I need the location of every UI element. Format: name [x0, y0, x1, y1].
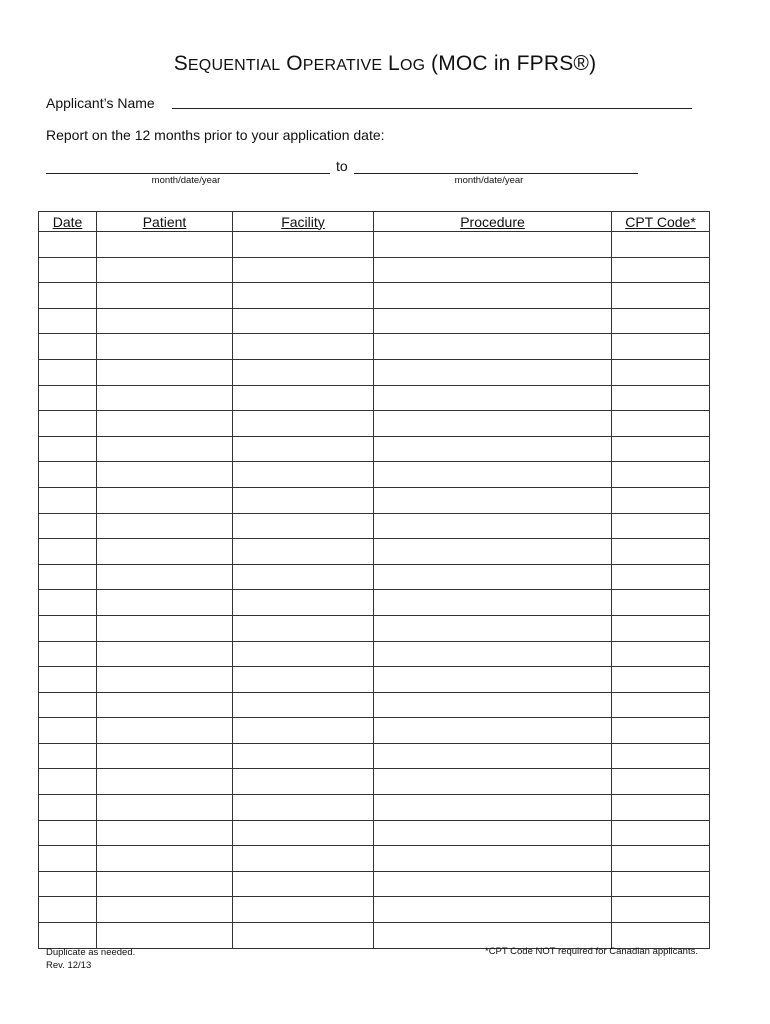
- cell-procedure[interactable]: [374, 692, 612, 718]
- cell-date[interactable]: [39, 385, 97, 411]
- table-row: [39, 283, 710, 309]
- cell-cpt-code[interactable]: [612, 615, 710, 641]
- cell-procedure[interactable]: [374, 795, 612, 821]
- cell-facility[interactable]: [233, 692, 374, 718]
- table-row: [39, 718, 710, 744]
- cell-patient[interactable]: [97, 436, 233, 462]
- cell-facility[interactable]: [233, 539, 374, 565]
- cell-facility[interactable]: [233, 641, 374, 667]
- cell-cpt-code[interactable]: [612, 359, 710, 385]
- cell-procedure[interactable]: [374, 897, 612, 923]
- table-row: [39, 385, 710, 411]
- table-row: [39, 923, 710, 949]
- cell-procedure[interactable]: [374, 232, 612, 258]
- cell-date[interactable]: [39, 820, 97, 846]
- cell-patient[interactable]: [97, 232, 233, 258]
- cell-patient[interactable]: [97, 359, 233, 385]
- cell-date[interactable]: [39, 743, 97, 769]
- cell-date[interactable]: [39, 590, 97, 616]
- cell-cpt-code[interactable]: [612, 283, 710, 309]
- cell-facility[interactable]: [233, 385, 374, 411]
- table-row: [39, 539, 710, 565]
- cell-date[interactable]: [39, 411, 97, 437]
- cell-patient[interactable]: [97, 897, 233, 923]
- cell-date[interactable]: [39, 615, 97, 641]
- cell-procedure[interactable]: [374, 871, 612, 897]
- cell-cpt-code[interactable]: [612, 667, 710, 693]
- cell-procedure[interactable]: [374, 257, 612, 283]
- cell-cpt-code[interactable]: [612, 897, 710, 923]
- table-body: [39, 232, 710, 949]
- cell-procedure[interactable]: [374, 564, 612, 590]
- cell-procedure[interactable]: [374, 283, 612, 309]
- cell-procedure[interactable]: [374, 462, 612, 488]
- cell-cpt-code[interactable]: [612, 641, 710, 667]
- table-row: [39, 692, 710, 718]
- table-row: [39, 795, 710, 821]
- cell-cpt-code[interactable]: [612, 436, 710, 462]
- cell-cpt-code[interactable]: [612, 334, 710, 360]
- cell-patient[interactable]: [97, 487, 233, 513]
- table-row: [39, 871, 710, 897]
- table-row: [39, 359, 710, 385]
- end-date-hint: month/date/year: [454, 175, 524, 186]
- form-title: SEQUENTIAL OPERATIVE LOG (MOC in FPRS®): [173, 52, 597, 75]
- cell-procedure[interactable]: [374, 385, 612, 411]
- cell-cpt-code[interactable]: [612, 257, 710, 283]
- cell-cpt-code[interactable]: [612, 846, 710, 872]
- table-row: [39, 462, 710, 488]
- cell-date[interactable]: [39, 487, 97, 513]
- cell-cpt-code[interactable]: [612, 232, 710, 258]
- cell-date[interactable]: [39, 564, 97, 590]
- table-row: [39, 769, 710, 795]
- table-row: [39, 846, 710, 872]
- cell-patient[interactable]: [97, 513, 233, 539]
- cell-patient[interactable]: [97, 615, 233, 641]
- cell-facility[interactable]: [233, 923, 374, 949]
- cell-patient[interactable]: [97, 539, 233, 565]
- cell-patient[interactable]: [97, 411, 233, 437]
- table-row: [39, 513, 710, 539]
- cell-patient[interactable]: [97, 257, 233, 283]
- cell-facility[interactable]: [233, 769, 374, 795]
- cell-patient[interactable]: [97, 795, 233, 821]
- cell-facility[interactable]: [233, 590, 374, 616]
- cell-cpt-code[interactable]: [612, 820, 710, 846]
- cell-date[interactable]: [39, 769, 97, 795]
- table-row: [39, 334, 710, 360]
- table-row: [39, 615, 710, 641]
- cell-patient[interactable]: [97, 462, 233, 488]
- cell-date[interactable]: [39, 718, 97, 744]
- cell-procedure[interactable]: [374, 923, 612, 949]
- cell-facility[interactable]: [233, 334, 374, 360]
- cell-patient[interactable]: [97, 385, 233, 411]
- cell-procedure[interactable]: [374, 718, 612, 744]
- cell-patient[interactable]: [97, 923, 233, 949]
- operative-log-table: [38, 211, 710, 949]
- cell-facility[interactable]: [233, 513, 374, 539]
- cell-patient[interactable]: [97, 743, 233, 769]
- start-date-hint: month/date/year: [151, 175, 221, 186]
- cell-patient[interactable]: [97, 718, 233, 744]
- start-date-field[interactable]: [46, 173, 330, 174]
- cell-date[interactable]: [39, 334, 97, 360]
- cell-cpt-code[interactable]: [612, 564, 710, 590]
- header-procedure: Procedure: [374, 212, 612, 232]
- cell-date[interactable]: [39, 462, 97, 488]
- header-date: Date: [39, 212, 97, 232]
- cell-date[interactable]: [39, 513, 97, 539]
- cell-facility[interactable]: [233, 743, 374, 769]
- cell-date[interactable]: [39, 692, 97, 718]
- cell-procedure[interactable]: [374, 769, 612, 795]
- cell-date[interactable]: [39, 795, 97, 821]
- cell-facility[interactable]: [233, 487, 374, 513]
- cell-date[interactable]: [39, 846, 97, 872]
- cell-patient[interactable]: [97, 590, 233, 616]
- cell-cpt-code[interactable]: [612, 385, 710, 411]
- table-row: [39, 308, 710, 334]
- cell-date[interactable]: [39, 923, 97, 949]
- cell-procedure[interactable]: [374, 334, 612, 360]
- cell-procedure[interactable]: [374, 539, 612, 565]
- cell-patient[interactable]: [97, 564, 233, 590]
- cell-facility[interactable]: [233, 257, 374, 283]
- cell-facility[interactable]: [233, 436, 374, 462]
- header-facility: Facility: [233, 212, 374, 232]
- cell-facility[interactable]: [233, 718, 374, 744]
- cell-patient[interactable]: [97, 846, 233, 872]
- cell-facility[interactable]: [233, 564, 374, 590]
- cell-facility[interactable]: [233, 820, 374, 846]
- cell-date[interactable]: [39, 897, 97, 923]
- cell-facility[interactable]: [233, 232, 374, 258]
- cell-cpt-code[interactable]: [612, 411, 710, 437]
- cell-procedure[interactable]: [374, 667, 612, 693]
- table-row: [39, 743, 710, 769]
- cell-date[interactable]: [39, 641, 97, 667]
- cell-patient[interactable]: [97, 308, 233, 334]
- cell-procedure[interactable]: [374, 820, 612, 846]
- cell-cpt-code[interactable]: [612, 871, 710, 897]
- table-row: [39, 820, 710, 846]
- cell-date[interactable]: [39, 283, 97, 309]
- cell-date[interactable]: [39, 257, 97, 283]
- cell-cpt-code[interactable]: [612, 769, 710, 795]
- cell-facility[interactable]: [233, 411, 374, 437]
- cell-facility[interactable]: [233, 615, 374, 641]
- cell-date[interactable]: [39, 871, 97, 897]
- cell-facility[interactable]: [233, 283, 374, 309]
- cell-date[interactable]: [39, 232, 97, 258]
- cell-facility[interactable]: [233, 897, 374, 923]
- table-row: [39, 667, 710, 693]
- cpt-footnote: *CPT Code NOT required for Canadian applicants.: [485, 946, 698, 957]
- cell-facility[interactable]: [233, 462, 374, 488]
- table-header-row: [39, 212, 710, 232]
- cell-patient[interactable]: [97, 692, 233, 718]
- cell-cpt-code[interactable]: [612, 513, 710, 539]
- cell-patient[interactable]: [97, 820, 233, 846]
- to-label: to: [336, 158, 348, 174]
- cell-patient[interactable]: [97, 871, 233, 897]
- cell-facility[interactable]: [233, 871, 374, 897]
- cell-date[interactable]: [39, 436, 97, 462]
- cell-patient[interactable]: [97, 334, 233, 360]
- cell-cpt-code[interactable]: [612, 795, 710, 821]
- cell-procedure[interactable]: [374, 308, 612, 334]
- cell-cpt-code[interactable]: [612, 923, 710, 949]
- cell-patient[interactable]: [97, 769, 233, 795]
- cell-procedure[interactable]: [374, 411, 612, 437]
- applicant-name-field[interactable]: [172, 108, 692, 109]
- table-row: [39, 257, 710, 283]
- table-row: [39, 564, 710, 590]
- cell-procedure[interactable]: [374, 615, 612, 641]
- cell-date[interactable]: [39, 308, 97, 334]
- footer-left: [46, 946, 135, 972]
- cell-date[interactable]: [39, 539, 97, 565]
- table-row: [39, 487, 710, 513]
- table-row: [39, 641, 710, 667]
- cell-cpt-code[interactable]: [612, 487, 710, 513]
- cell-cpt-code[interactable]: [612, 692, 710, 718]
- cell-cpt-code[interactable]: [612, 462, 710, 488]
- cell-facility[interactable]: [233, 795, 374, 821]
- cell-cpt-code[interactable]: [612, 539, 710, 565]
- table-row: [39, 436, 710, 462]
- cell-facility[interactable]: [233, 359, 374, 385]
- table-row: [39, 232, 710, 258]
- cell-procedure[interactable]: [374, 436, 612, 462]
- cell-procedure[interactable]: [374, 359, 612, 385]
- table-row: [39, 411, 710, 437]
- cell-procedure[interactable]: [374, 513, 612, 539]
- cell-procedure[interactable]: [374, 641, 612, 667]
- cell-patient[interactable]: [97, 667, 233, 693]
- end-date-field[interactable]: [354, 173, 638, 174]
- header-patient: Patient: [97, 212, 233, 232]
- cell-procedure[interactable]: [374, 743, 612, 769]
- cell-date[interactable]: [39, 359, 97, 385]
- duplicate-note: Duplicate as needed.: [46, 947, 136, 958]
- cell-cpt-code[interactable]: [612, 718, 710, 744]
- table-row: [39, 590, 710, 616]
- cell-patient[interactable]: [97, 641, 233, 667]
- revision-note: Rev. 12/13: [46, 960, 92, 971]
- cell-facility[interactable]: [233, 667, 374, 693]
- cell-patient[interactable]: [97, 283, 233, 309]
- cell-procedure[interactable]: [374, 487, 612, 513]
- table-row: [39, 897, 710, 923]
- cell-cpt-code[interactable]: [612, 308, 710, 334]
- cell-cpt-code[interactable]: [612, 590, 710, 616]
- applicant-name-label: Applicant’s Name: [46, 95, 155, 111]
- cell-facility[interactable]: [233, 846, 374, 872]
- header-cpt-code: CPT Code*: [612, 212, 710, 232]
- cell-procedure[interactable]: [374, 590, 612, 616]
- cell-facility[interactable]: [233, 308, 374, 334]
- cell-procedure[interactable]: [374, 846, 612, 872]
- cell-cpt-code[interactable]: [612, 743, 710, 769]
- cell-date[interactable]: [39, 667, 97, 693]
- report-period-instruction: Report on the 12 months prior to your application date:: [46, 127, 385, 143]
